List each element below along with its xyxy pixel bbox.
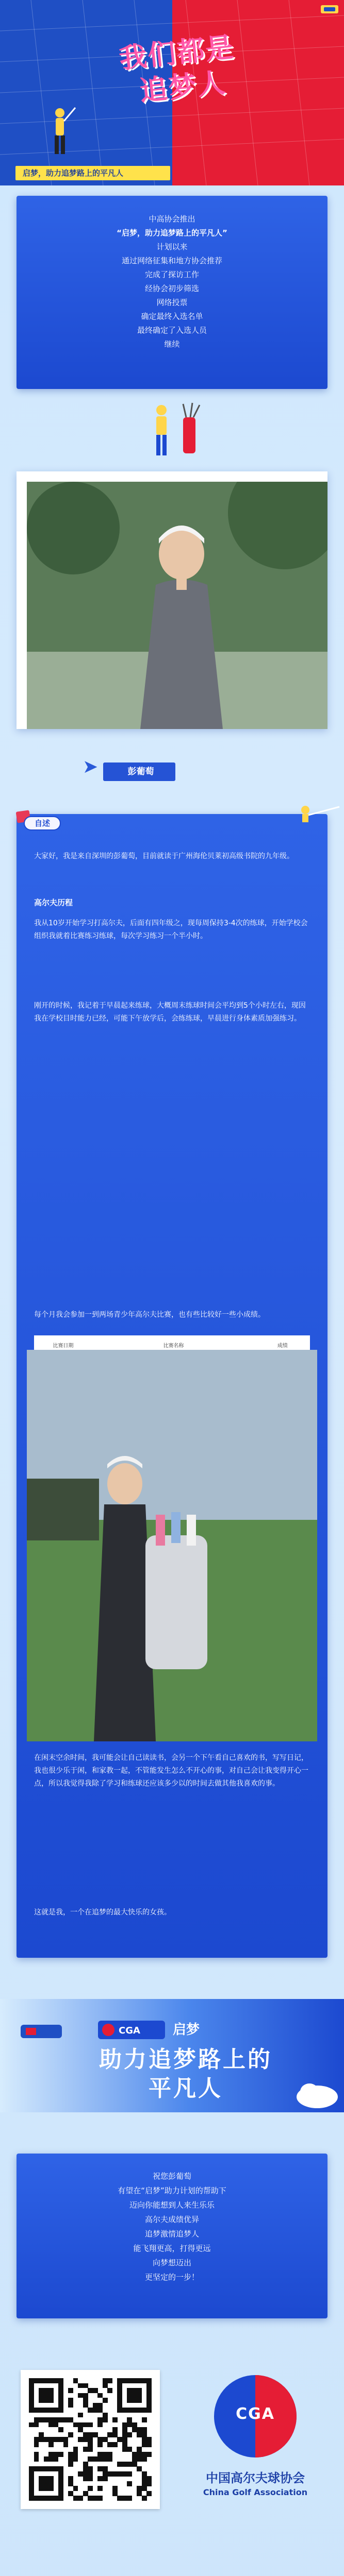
story-paragraph: 每个月我会参加一到两场青少年高尔夫比赛，也有些比较好一些小成绩。 bbox=[34, 1311, 265, 1319]
promo-banner-tag: 启梦 bbox=[173, 2022, 200, 2038]
name-tag-label: 彭葡萄 bbox=[127, 767, 154, 777]
cga-logo-icon bbox=[98, 2021, 165, 2039]
intro-line: 最终确定了入选人员 bbox=[137, 326, 207, 335]
intro-line: 完成了探访工作 bbox=[144, 270, 199, 279]
story-paragraph: 我从10岁开始学习打高尔夫，后面有四年级之，现每周保持3-4次的练球，开始学校会组织我就着比赛练习练球，每次学习练习一个半小时。 bbox=[34, 919, 308, 940]
hero-title-line1: 我们都是 bbox=[117, 30, 236, 75]
photo-scene-icon bbox=[27, 482, 327, 729]
promo-title-line2: 平凡人 bbox=[149, 2075, 223, 2102]
name-tag bbox=[83, 752, 186, 785]
closing-card bbox=[17, 2154, 327, 2318]
golfer-with-bag-icon bbox=[137, 402, 209, 461]
closing-line: 追梦激情追梦人 bbox=[144, 2229, 199, 2239]
intro-line: 继续 bbox=[164, 340, 180, 349]
cga-letters: CGA bbox=[236, 2405, 275, 2423]
closing-line: 祝您彭葡萄 bbox=[152, 2172, 191, 2181]
section-label bbox=[17, 811, 68, 832]
golf-swing-icon bbox=[295, 804, 341, 824]
svg-text:CGA: CGA bbox=[119, 2025, 140, 2036]
promo-banner-title bbox=[62, 2045, 309, 2102]
cga-name-en: China Golf Association bbox=[203, 2487, 308, 2497]
portrait-photo-frame bbox=[17, 471, 327, 729]
qr-code[interactable] bbox=[21, 2370, 160, 2509]
closing-line: 更坚定的一步！ bbox=[144, 2273, 199, 2282]
promo-title-line1: 助力追梦路上的 bbox=[99, 2046, 272, 2073]
story-paragraph: 刚开的时候，我记着于早晨起来练球，大概周末练球时间会平均到5个小时左右，现因我在学校目时能力已经，可能下午放学后，会练练球，早晨进行身体素质加强练习。 bbox=[34, 1002, 306, 1023]
hero-corner-icon bbox=[320, 4, 339, 14]
closing-line: 迈向你能想到人来生乐乐 bbox=[129, 2200, 215, 2210]
learning-heading: 高尔夫历程 bbox=[34, 898, 73, 907]
intro-line: 通过网络征集和地方协会推荐 bbox=[121, 256, 222, 265]
hero-title-line2: 追梦人 bbox=[138, 66, 228, 108]
closing-line: 能飞翔更高，打得更远 bbox=[133, 2244, 211, 2253]
hero-title bbox=[119, 31, 248, 108]
hero-subtitle: 启梦，助力追梦路上的平凡人 bbox=[15, 166, 170, 180]
qr-code-icon bbox=[29, 2378, 152, 2501]
promo-banner bbox=[0, 1973, 344, 2128]
dream-paragraph: 这就是我，一个在追梦的最大快乐的女孩。 bbox=[34, 1908, 171, 1917]
intro-line: 网络投票 bbox=[156, 298, 188, 307]
intro-line: “启梦，助力追梦路上的平凡人” bbox=[117, 228, 227, 238]
column-header: 比赛日期 bbox=[37, 1340, 89, 1351]
closing-line: 向梦想迈出 bbox=[152, 2258, 191, 2267]
cloud-icon bbox=[294, 2076, 340, 2112]
cga-emblem-icon bbox=[214, 2375, 297, 2458]
column-header: 成绩 bbox=[258, 1340, 307, 1351]
closing-line: 有望在“启梦”助力计划的帮助下 bbox=[118, 2186, 226, 2195]
intro-line: 经协会初步筛选 bbox=[144, 284, 199, 293]
closing-line: 高尔夫成绩优异 bbox=[144, 2215, 199, 2224]
golfer-illustration-icon bbox=[41, 106, 77, 162]
golf-stick-icon bbox=[15, 2004, 67, 2045]
column-header: 比赛名称 bbox=[89, 1340, 258, 1351]
intro-line: 确定最终入选名单 bbox=[141, 312, 203, 321]
hero-banner bbox=[0, 0, 344, 185]
section-label-text: 自述 bbox=[34, 819, 50, 828]
golfer-portrait-photo bbox=[27, 482, 327, 729]
intro-paragraph: 大家好，我是来自深圳的彭葡萄，目前就读于广州海伦贝莱初高级书院的九年级。 bbox=[34, 852, 294, 860]
intro-line: 计划以来 bbox=[156, 242, 188, 251]
golfer-course-photo bbox=[27, 1350, 317, 1741]
cga-name: 中国高尔夫球协会 bbox=[206, 2471, 305, 2485]
cga-logo bbox=[186, 2375, 325, 2519]
intro-line: 中高协会推出 bbox=[149, 214, 195, 224]
photo-scene-icon bbox=[27, 1350, 317, 1741]
dream-paragraph: 在闲末空余时间，我可能会让自己读读书，会另一个下午看自己喜欢的书，写写日记，我也很少乐于闲，和家教一起，不管能发生怎么不开心的事，对自己会让我变得开心一点，所以我觉得我除了学习和练球还应该多少以的时间去做其他我喜欢的事。 bbox=[34, 1754, 308, 1788]
chevron-right-icon: ➤ bbox=[83, 756, 99, 777]
footer bbox=[0, 2370, 344, 2576]
intro-card bbox=[17, 196, 327, 389]
